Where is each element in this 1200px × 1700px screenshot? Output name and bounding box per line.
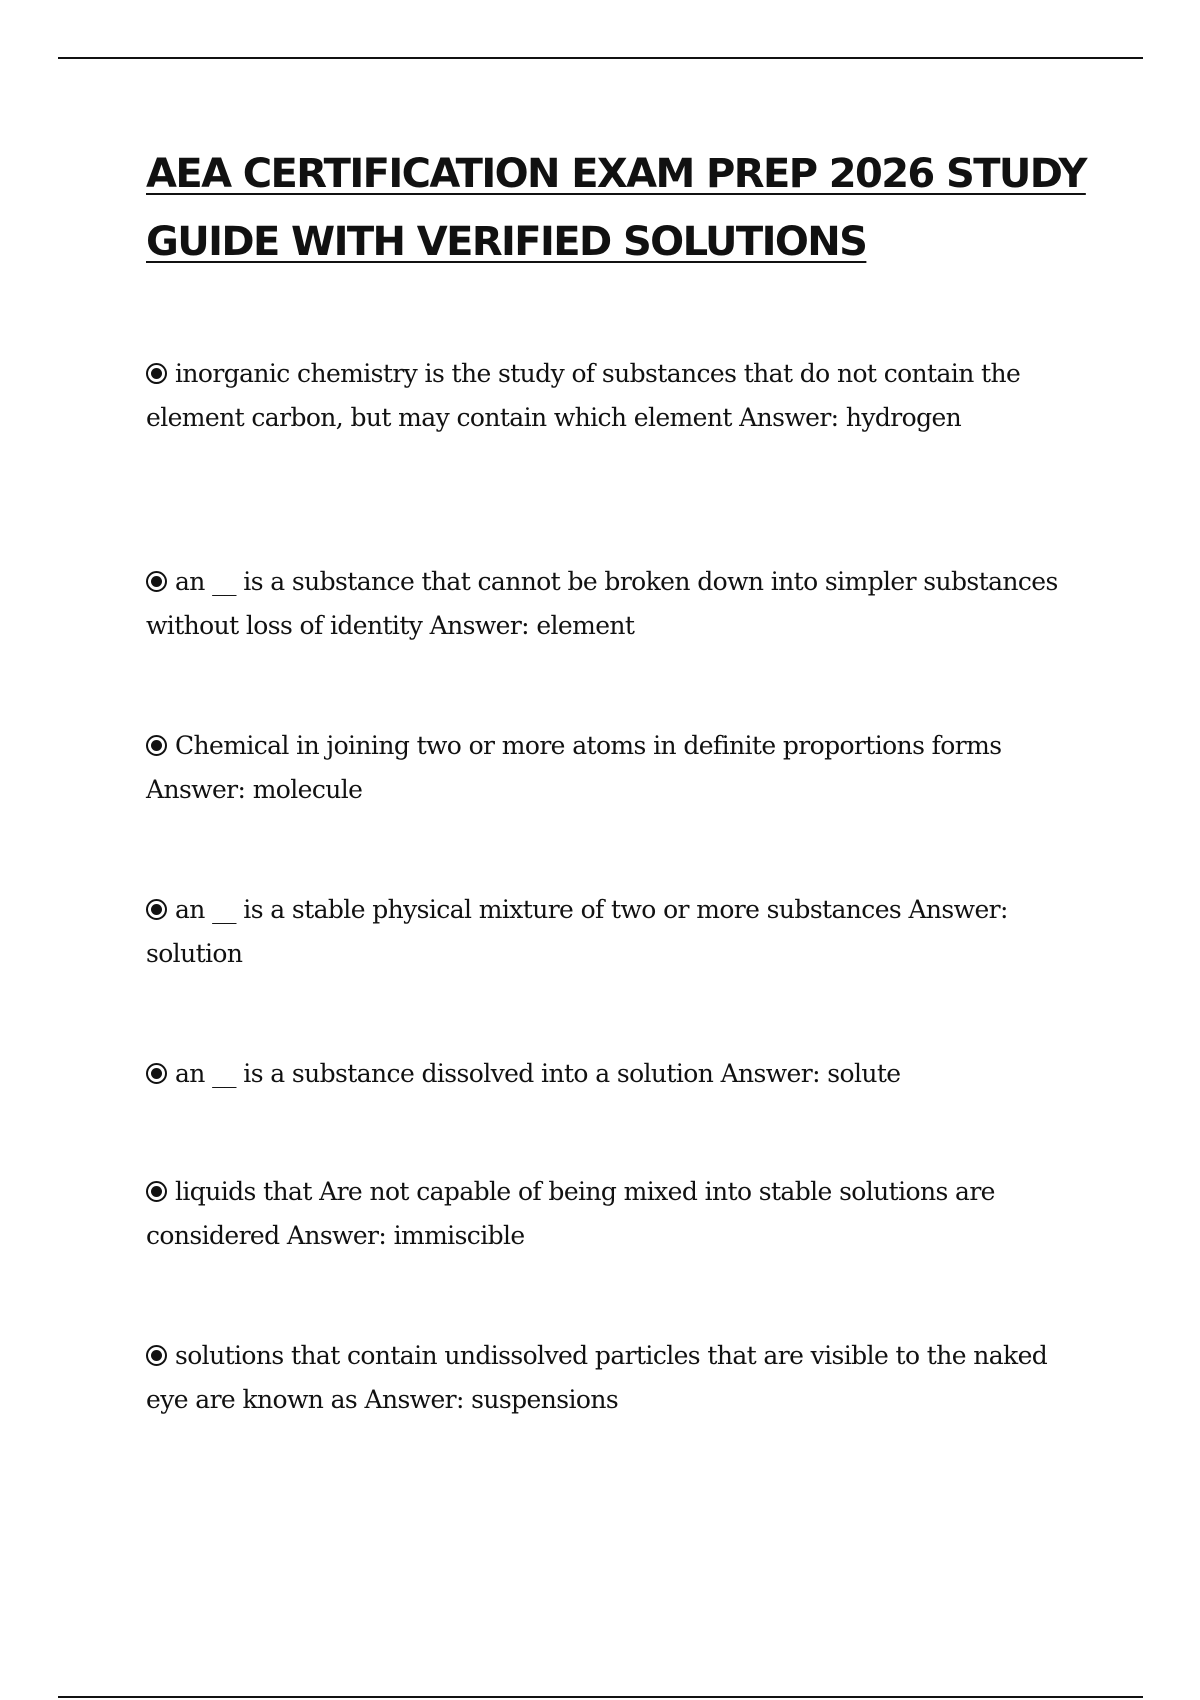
list-item: [146, 560, 1086, 648]
list-item: [146, 888, 1086, 976]
footer-rule: [58, 1696, 1143, 1698]
header-rule: [58, 57, 1143, 59]
fisheye-bullet-icon: [146, 571, 167, 592]
fisheye-bullet-icon: [146, 1063, 167, 1084]
page-title: AEA CERTIFICATION EXAM PREP 2026 STUDY GUIDE WITH VERIFIED SOLUTIONS: [146, 151, 1086, 265]
list-item: [146, 724, 1086, 812]
question-text: solutions that contain undissolved particles that are visible to the naked eye are known as Answer: suspensions: [146, 1341, 1048, 1414]
question-text: inorganic chemistry is the study of substances that do not contain the element carbon, but may contain which element Answer: hydrogen: [146, 359, 1021, 432]
question-text: liquids that Are not capable of being mixed into stable solutions are considered Answer: immiscible: [146, 1177, 995, 1250]
question-text: Chemical in joining two or more atoms in definite proportions forms Answer: molecule: [146, 731, 1002, 804]
fisheye-bullet-icon: [146, 363, 167, 384]
question-text: an __ is a stable physical mixture of two or more substances Answer: solution: [146, 895, 1008, 968]
fisheye-bullet-icon: [146, 1345, 167, 1366]
question-text: an __ is a substance that cannot be broken down into simpler substances without loss of identity Answer: element: [146, 567, 1058, 640]
fisheye-bullet-icon: [146, 1181, 167, 1202]
list-item: [146, 1170, 1086, 1258]
question-text: an __ is a substance dissolved into a solution Answer: solute: [175, 1059, 901, 1088]
fisheye-bullet-icon: [146, 899, 167, 920]
fisheye-bullet-icon: [146, 735, 167, 756]
list-item: [146, 352, 1086, 440]
list-item: [146, 1334, 1086, 1422]
list-item: [146, 1052, 1086, 1096]
